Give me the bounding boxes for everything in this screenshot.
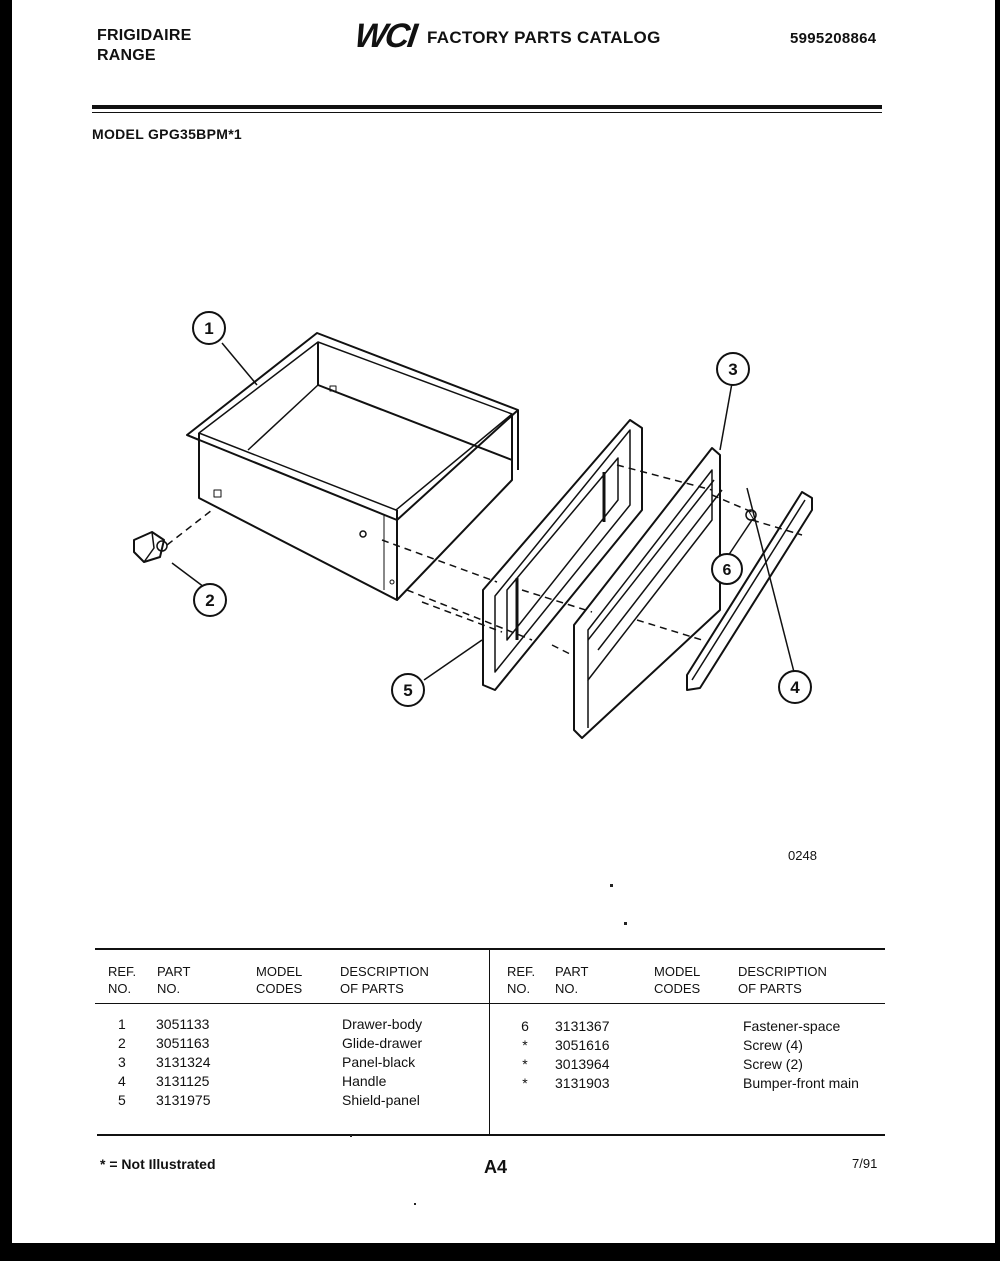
right-ref-column: [520, 1017, 530, 1093]
table-cell-ref: *: [522, 1037, 528, 1053]
header-ref-no-right: REF. NO.: [507, 964, 536, 996]
svg-text:3: 3: [728, 360, 738, 379]
callout-1: [193, 312, 225, 344]
scan-speck: [350, 1135, 352, 1137]
table-cell-part: 3131324: [156, 1054, 211, 1070]
table-cell-part: 3131125: [156, 1073, 210, 1089]
svg-text:5: 5: [403, 681, 413, 700]
table-cell-ref: 2: [118, 1035, 126, 1051]
table-cell-desc: Screw (2): [743, 1056, 803, 1072]
right-part-column: [555, 1017, 610, 1093]
header-model-codes: MODEL CODES: [256, 964, 303, 996]
table-cell-part: 3131903: [555, 1075, 610, 1091]
header-description: DESCRIPTION OF PARTS: [340, 964, 429, 996]
header-part-no: PART NO.: [157, 964, 191, 996]
table-cell-desc: Shield-panel: [342, 1092, 420, 1108]
catalog-title: FACTORY PARTS CATALOG: [427, 28, 661, 47]
table-cell-ref: 6: [521, 1018, 529, 1034]
left-ref-column: [118, 1015, 126, 1110]
svg-text:1: 1: [204, 319, 214, 338]
callout-6: [712, 554, 742, 584]
wci-logo: WCI: [352, 17, 418, 55]
table-cell-ref: 3: [118, 1054, 126, 1070]
table-cell-desc: Handle: [342, 1073, 387, 1089]
table-cell-ref: 5: [118, 1092, 126, 1108]
table-cell-desc: Screw (4): [743, 1037, 803, 1053]
svg-text:2: 2: [205, 591, 215, 610]
table-cell-desc: Glide-drawer: [342, 1035, 423, 1051]
not-illustrated-note: * = Not Illustrated: [100, 1156, 216, 1172]
table-cell-desc: Panel-black: [342, 1054, 416, 1070]
drawer-body-drawing: [187, 333, 518, 600]
header-model-codes-right: MODEL CODES: [654, 964, 701, 996]
table-cell-desc: Fastener-space: [743, 1018, 841, 1034]
table-divider: [489, 949, 490, 1135]
table-top-rule: [95, 948, 885, 950]
page-number: A4: [484, 1157, 508, 1177]
catalog-page: [12, 0, 995, 1243]
table-cell-part: 3051133: [156, 1016, 210, 1032]
header-description-right: DESCRIPTION OF PARTS: [738, 964, 827, 996]
table-cell-part: 3131975: [156, 1092, 211, 1108]
table-header-rule: [95, 1003, 885, 1004]
table-bottom-rule: [97, 1134, 885, 1136]
diagram-code: 0248: [788, 848, 817, 863]
table-cell-desc: Drawer-body: [342, 1016, 423, 1032]
callout-3: [717, 353, 749, 385]
callout-5: [392, 674, 424, 706]
table-cell-ref: *: [522, 1075, 528, 1091]
table-cell-part: 3051616: [555, 1037, 610, 1053]
product-type: RANGE: [97, 47, 156, 64]
svg-text:4: 4: [790, 678, 800, 697]
scan-speck: [610, 884, 613, 887]
svg-text:6: 6: [722, 562, 732, 579]
model-number: MODEL GPG35BPM*1: [92, 126, 243, 142]
table-cell-ref: *: [522, 1056, 528, 1072]
table-cell-ref: 1: [118, 1016, 126, 1032]
document-number: 5995208864: [790, 30, 877, 47]
scan-speck: [624, 922, 627, 925]
callout-2: [194, 584, 226, 616]
left-part-column: [156, 1015, 211, 1110]
revision-date: 7/91: [852, 1156, 878, 1171]
table-cell-part: 3131367: [555, 1018, 610, 1034]
callout-4: [779, 671, 811, 703]
table-cell-part: 3013964: [555, 1056, 610, 1072]
right-desc-column: [743, 1017, 859, 1093]
header-part-no-right: PART NO.: [555, 964, 589, 996]
table-cell-ref: 4: [118, 1073, 126, 1089]
header-ref-no: REF. NO.: [108, 964, 137, 996]
table-cell-desc: Bumper-front main: [743, 1075, 859, 1091]
left-desc-column: [342, 1015, 422, 1110]
brand-name: FRIGIDAIRE: [97, 27, 192, 44]
scan-speck: [414, 1203, 416, 1205]
table-cell-part: 3051163: [156, 1035, 210, 1051]
glide-drawer-drawing: [134, 532, 167, 562]
